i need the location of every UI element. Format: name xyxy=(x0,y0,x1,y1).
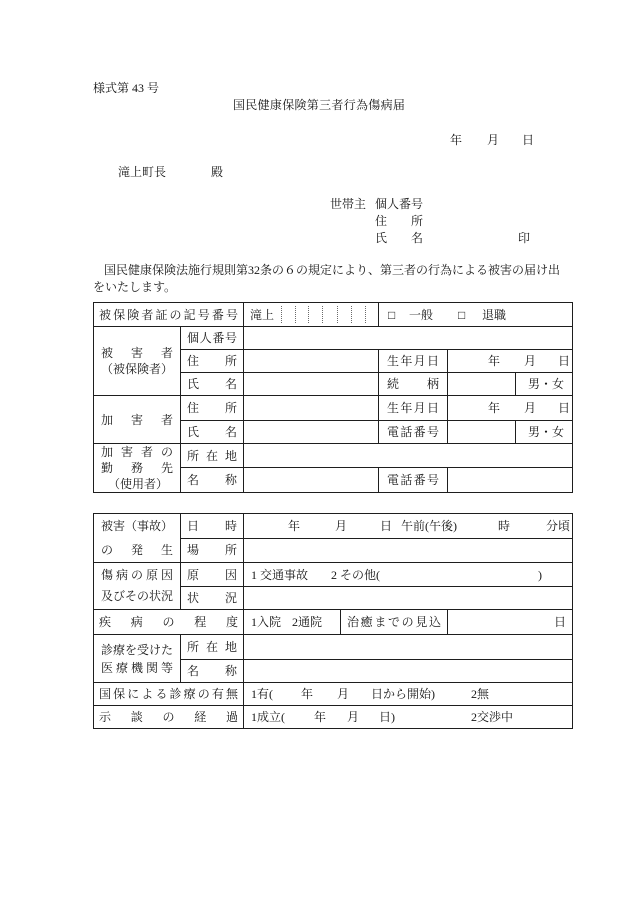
injury-situation-label-cell xyxy=(181,587,244,610)
offender-phone-label-cell xyxy=(379,421,448,444)
offender-birthdate-label: 生年月日 xyxy=(387,401,440,415)
settlement-day-unit: 日) xyxy=(379,710,395,724)
employer-phone-label-cell xyxy=(379,468,448,493)
incident-datetime-field[interactable] xyxy=(244,514,573,539)
incident-ampm-option: 午前(午後) xyxy=(401,518,457,533)
employer-name-label: 名称 xyxy=(187,473,238,487)
victim-group-label: 被害者 xyxy=(101,346,173,360)
victim-name-field[interactable] xyxy=(244,373,379,396)
incident-minute-unit: 分頃 xyxy=(546,518,571,533)
victim-relation-label-cell xyxy=(379,373,448,396)
institution-location-label-cell xyxy=(181,635,244,660)
victim-address-field[interactable] xyxy=(244,350,379,373)
settlement-label: 示談の経過 xyxy=(99,710,238,724)
victim-group-cell xyxy=(94,327,181,396)
recovery-estimate-label-cell xyxy=(341,610,448,635)
card-number-row xyxy=(94,303,573,327)
offender-birthdate-label-cell xyxy=(379,396,448,421)
inpatient-option[interactable]: 1入院 xyxy=(251,615,282,629)
retired-label: 退職 xyxy=(482,307,507,322)
institution-group-label-1: 診療を受けた xyxy=(101,642,174,657)
nhi-treatment-year-unit: 年 xyxy=(301,687,314,701)
employer-group-label-1: 加害者の xyxy=(101,445,173,459)
injury-cause-label: 原因 xyxy=(187,567,237,582)
offender-name-label-cell xyxy=(181,421,244,444)
card-digit-divider xyxy=(295,306,296,323)
incident-place-label: 場所 xyxy=(187,543,237,558)
employer-name-field[interactable] xyxy=(244,468,379,493)
offender-gender-options: 男・女 xyxy=(528,425,565,439)
injury-cause-field[interactable] xyxy=(244,563,573,587)
addressee-name: 滝上町長 xyxy=(118,165,167,179)
statement-line-2: をいたします。 xyxy=(93,280,177,294)
settlement-field[interactable] xyxy=(244,706,573,729)
nhi-treatment-start-text: 日から開始) xyxy=(371,687,435,701)
retired-checkbox[interactable]: □ xyxy=(458,307,466,322)
settlement-year-unit: 年 xyxy=(314,710,327,724)
card-digit-divider xyxy=(281,306,282,323)
card-number-label: 被保険者証の記号番号 xyxy=(99,307,239,322)
victim-birth-month-unit: 月 xyxy=(524,354,537,368)
offender-birthdate-field[interactable] xyxy=(448,396,573,421)
victim-gender-options: 男・女 xyxy=(528,377,565,391)
date-year-unit: 年 xyxy=(450,133,463,147)
victim-birthdate-label: 生年月日 xyxy=(387,354,440,368)
victim-name-label-cell xyxy=(181,373,244,396)
employer-location-label: 所在地 xyxy=(187,448,238,463)
incident-group-label-1: 被害（事故） xyxy=(101,519,174,533)
incident-month-unit: 月 xyxy=(335,518,348,533)
institution-name-label-cell xyxy=(181,660,244,683)
nhi-treatment-label: 国保による診療の有無 xyxy=(99,687,238,701)
illness-severity-row xyxy=(94,610,573,635)
insured-and-offender-table xyxy=(93,302,573,493)
settlement-label-cell xyxy=(94,706,244,729)
form-title: 国民健康保険第三者行為傷病届 xyxy=(233,98,406,112)
offender-birth-day-unit: 日 xyxy=(558,401,571,415)
cause-other-option[interactable]: 2 その他( xyxy=(331,567,380,582)
institution-name-field[interactable] xyxy=(244,660,573,683)
victim-birth-day-unit: 日 xyxy=(558,354,571,368)
offender-address-label: 住所 xyxy=(187,401,238,415)
employer-group-label-2: 勤務先 xyxy=(101,461,173,475)
institution-group-cell xyxy=(94,635,181,683)
victim-personal-number-row xyxy=(94,327,573,350)
general-label: 一般 xyxy=(409,307,434,322)
employer-phone-label: 電話番号 xyxy=(387,473,440,487)
card-number-label-cell xyxy=(94,303,244,327)
victim-group-sublabel: （被保険者） xyxy=(101,362,174,376)
nhi-treatment-no-option[interactable]: 2無 xyxy=(471,687,490,701)
offender-address-row xyxy=(94,396,573,421)
injury-cause-label-cell xyxy=(181,563,244,587)
household-head-label: 世帯主 xyxy=(330,197,367,211)
offender-birth-month-unit: 月 xyxy=(524,401,537,415)
victim-relation-label: 続柄 xyxy=(387,377,440,391)
nhi-treatment-yes-option[interactable]: 1有( xyxy=(251,687,273,701)
employer-location-field[interactable] xyxy=(244,444,573,468)
applicant-personal-number-label: 個人番号 xyxy=(375,197,424,211)
institution-location-field[interactable] xyxy=(244,635,573,660)
injury-cause-row xyxy=(94,563,573,587)
injury-situation-label: 状況 xyxy=(187,591,237,605)
institution-group-label-2: 医療機関等 xyxy=(101,660,173,675)
illness-severity-field[interactable] xyxy=(244,610,341,635)
illness-severity-label: 疾病の程度 xyxy=(99,615,238,629)
victim-relation-field[interactable] xyxy=(448,373,516,396)
victim-personal-number-label: 個人番号 xyxy=(187,331,238,345)
institution-name-label: 名称 xyxy=(187,664,237,678)
victim-personal-number-field[interactable] xyxy=(244,327,573,350)
incident-place-label-cell xyxy=(181,538,244,563)
employer-location-label-cell xyxy=(181,444,244,468)
incident-day-unit: 日 xyxy=(380,518,393,533)
recovery-days-unit: 日 xyxy=(554,615,567,629)
offender-address-label-cell xyxy=(181,396,244,421)
incident-hour-unit: 時 xyxy=(498,518,511,533)
offender-group-cell xyxy=(94,396,181,444)
victim-birthdate-label-cell xyxy=(379,350,448,373)
settlement-row xyxy=(94,706,573,729)
employer-location-row xyxy=(94,444,573,468)
date-day-unit: 日 xyxy=(522,133,535,147)
victim-name-label: 氏名 xyxy=(187,377,238,391)
recovery-estimate-label: 治癒までの見込 xyxy=(347,615,441,629)
insurance-category-cell xyxy=(379,303,573,327)
injury-cause-group-cell xyxy=(94,563,181,610)
card-number-field[interactable] xyxy=(244,303,379,327)
offender-gender-cell[interactable] xyxy=(516,421,573,444)
victim-gender-cell[interactable] xyxy=(516,373,573,396)
illness-severity-label-cell xyxy=(94,610,244,635)
employer-group-cell xyxy=(94,444,181,493)
offender-phone-label: 電話番号 xyxy=(387,425,440,439)
employer-name-label-cell xyxy=(181,468,244,493)
victim-birthdate-field[interactable] xyxy=(448,350,573,373)
victim-address-label-cell xyxy=(181,350,244,373)
card-digit-divider xyxy=(322,306,323,323)
injury-cause-group-label-1: 傷病の原因 xyxy=(101,568,173,582)
statement-line-1: 国民健康保険法施行規則第32条の６の規定により、第三者の行為による被害の届け出 xyxy=(104,263,561,277)
card-number-prefix: 滝上 xyxy=(250,307,275,322)
settlement-month-unit: 月 xyxy=(347,710,360,724)
offender-group-label: 加害者 xyxy=(101,412,173,427)
recovery-estimate-field[interactable] xyxy=(448,610,573,635)
offender-birth-year-unit: 年 xyxy=(488,401,501,415)
offender-name-field[interactable] xyxy=(244,421,379,444)
nhi-treatment-label-cell xyxy=(94,683,244,706)
offender-phone-field[interactable] xyxy=(448,421,516,444)
institution-location-row xyxy=(94,635,573,660)
injury-situation-field[interactable] xyxy=(244,587,573,610)
incident-place-field[interactable] xyxy=(244,538,573,563)
nhi-treatment-month-unit: 月 xyxy=(337,687,350,701)
incident-year-unit: 年 xyxy=(288,518,301,533)
card-digit-divider xyxy=(337,306,338,323)
card-digit-divider xyxy=(351,306,352,323)
institution-location-label: 所在地 xyxy=(187,640,237,654)
settlement-negotiating-option[interactable]: 2交渉中 xyxy=(471,710,514,724)
incident-datetime-label-cell xyxy=(181,514,244,539)
nhi-treatment-row xyxy=(94,683,573,706)
settlement-concluded-option[interactable]: 1成立( xyxy=(251,710,285,724)
addressee-honorific: 殿 xyxy=(211,165,224,179)
employer-group-label-3: （使用者） xyxy=(108,477,169,491)
seal-mark: 印 xyxy=(518,231,531,245)
date-month-unit: 月 xyxy=(487,133,500,147)
outpatient-option[interactable]: 2通院 xyxy=(292,615,323,629)
offender-name-label: 氏名 xyxy=(187,425,238,439)
nhi-treatment-field[interactable] xyxy=(244,683,573,706)
incident-details-table xyxy=(93,513,573,729)
applicant-name-label: 氏名 xyxy=(375,231,423,245)
cause-traffic-accident-option[interactable]: 1 交通事故 xyxy=(251,567,309,582)
victim-personal-number-label-cell xyxy=(181,327,244,350)
card-digit-divider xyxy=(365,306,366,323)
employer-phone-field[interactable] xyxy=(448,468,573,493)
card-digit-divider xyxy=(308,306,309,323)
victim-birth-year-unit: 年 xyxy=(488,354,501,368)
offender-address-field[interactable] xyxy=(244,396,379,421)
injury-cause-group-label-2: 及びその状況 xyxy=(101,589,174,603)
cause-other-close-paren: ) xyxy=(538,567,542,582)
applicant-address-label: 住所 xyxy=(375,214,423,228)
incident-group-cell xyxy=(94,514,181,563)
incident-datetime-label: 日時 xyxy=(187,518,237,533)
general-checkbox[interactable]: □ xyxy=(388,307,396,322)
form-number: 様式第 43 号 xyxy=(93,81,160,95)
victim-address-label: 住所 xyxy=(187,354,238,368)
incident-datetime-row xyxy=(94,514,573,539)
incident-group-label-2: の発生 xyxy=(101,543,173,557)
